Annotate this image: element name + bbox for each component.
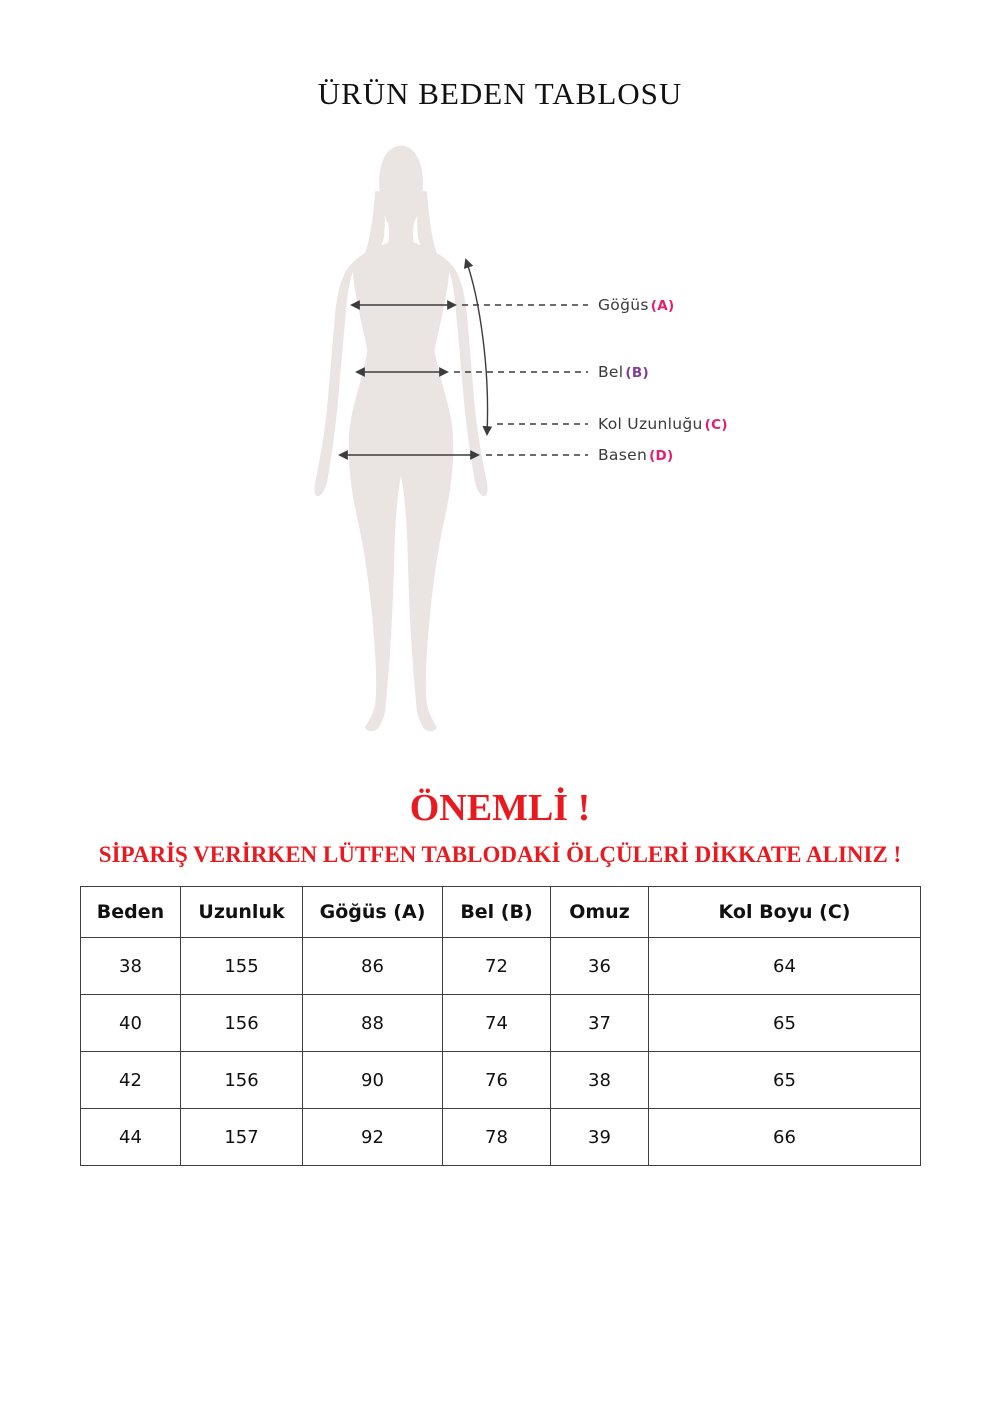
label-hip-text: Basen <box>598 446 648 464</box>
table-cell: 92 <box>303 1109 443 1166</box>
header-cell-kol-boyu: Kol Boyu (C) <box>649 887 921 938</box>
body-silhouette-image <box>272 138 530 746</box>
label-waist-letter: (B) <box>625 365 649 381</box>
table-cell: 76 <box>443 1052 551 1109</box>
header-cell-uzunluk: Uzunluk <box>181 887 303 938</box>
body-path <box>349 146 454 732</box>
table-cell: 42 <box>81 1052 181 1109</box>
right-arm <box>447 263 487 496</box>
table-header-row <box>81 887 921 938</box>
table-cell: 78 <box>443 1109 551 1166</box>
table-cell: 38 <box>81 938 181 995</box>
label-waist-text: Bel <box>598 363 624 381</box>
table-cell: 64 <box>649 938 921 995</box>
important-heading: ÖNEMLİ ! <box>409 787 591 829</box>
table-row <box>81 1052 921 1109</box>
table-cell: 44 <box>81 1109 181 1166</box>
label-hip <box>598 446 674 464</box>
header-cell-gogus: Göğüs (A) <box>303 887 443 938</box>
table-cell: 90 <box>303 1052 443 1109</box>
table-cell: 72 <box>443 938 551 995</box>
label-arm-length <box>598 415 728 433</box>
table-cell: 39 <box>551 1109 649 1166</box>
page-title: ÜRÜN BEDEN TABLOSU <box>317 76 683 111</box>
table-cell: 155 <box>181 938 303 995</box>
table-cell: 37 <box>551 995 649 1052</box>
table-cell: 66 <box>649 1109 921 1166</box>
label-hip-letter: (D) <box>649 448 674 464</box>
table-cell: 157 <box>181 1109 303 1166</box>
table-cell: 36 <box>551 938 649 995</box>
table-cell: 156 <box>181 1052 303 1109</box>
warning-text: SİPARİŞ VERİRKEN LÜTFEN TABLODAKİ ÖLÇÜLERİ DİKKATE ALINIZ ! <box>98 842 902 867</box>
left-arm <box>314 263 354 496</box>
table-cell: 88 <box>303 995 443 1052</box>
table-cell: 74 <box>443 995 551 1052</box>
label-chest-letter: (A) <box>650 298 675 314</box>
label-arm-length-text: Kol Uzunluğu <box>598 415 703 433</box>
label-waist <box>598 363 649 381</box>
header-cell-bel: Bel (B) <box>443 887 551 938</box>
header-cell-beden: Beden <box>81 887 181 938</box>
label-chest-text: Göğüs <box>598 296 649 314</box>
table-row <box>81 1109 921 1166</box>
size-table <box>80 886 921 1166</box>
table-cell: 86 <box>303 938 443 995</box>
table-cell: 38 <box>551 1052 649 1109</box>
label-arm-length-letter: (C) <box>704 417 728 433</box>
table-cell: 65 <box>649 995 921 1052</box>
label-chest <box>598 296 674 314</box>
table-cell: 156 <box>181 995 303 1052</box>
table-cell: 65 <box>649 1052 921 1109</box>
table-cell: 40 <box>81 995 181 1052</box>
header-cell-omuz: Omuz <box>551 887 649 938</box>
table-row <box>81 938 921 995</box>
table-row <box>81 995 921 1052</box>
